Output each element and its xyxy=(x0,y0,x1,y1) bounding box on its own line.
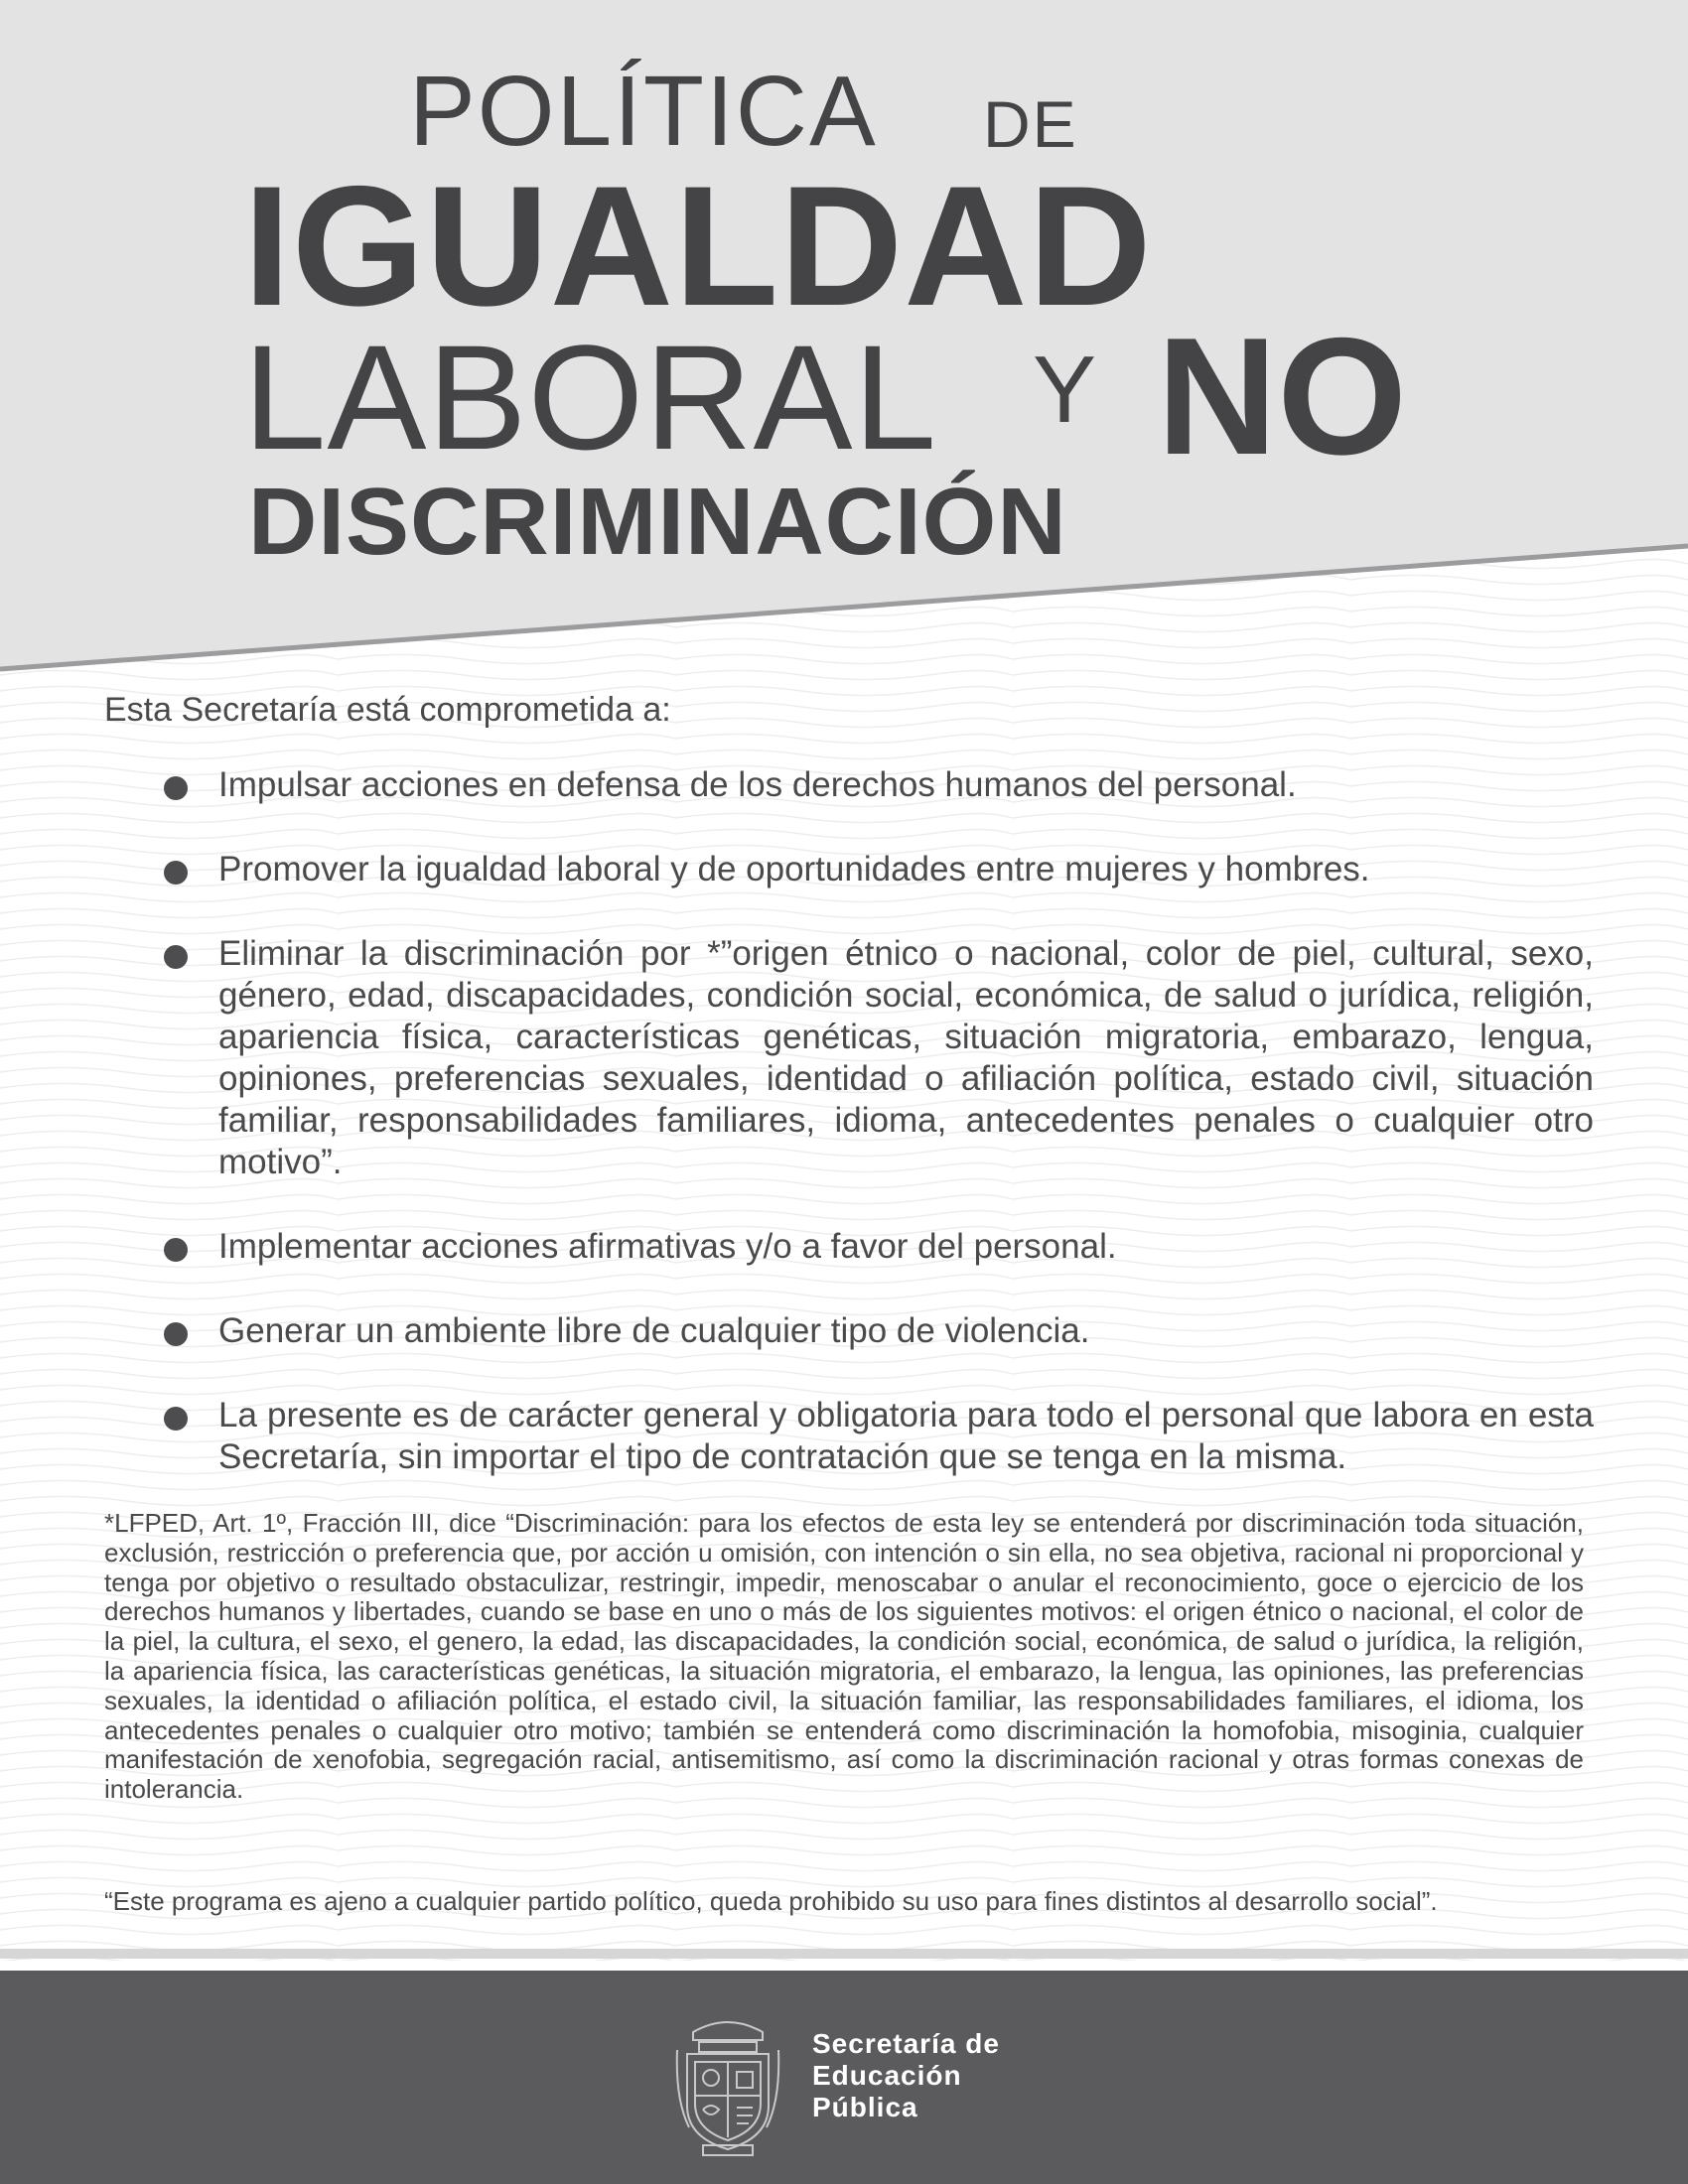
intro-text: Esta Secretaría está comprometida a: xyxy=(104,691,671,729)
bullet-icon xyxy=(164,861,188,885)
list-item xyxy=(164,1226,1594,1268)
org-name-line: Educación xyxy=(812,2060,962,2091)
state-coat-of-arms-icon xyxy=(673,2010,782,2159)
list-item-text: La presente es de carácter general y obligatoria para todo el personal que labora en esta Secretaría, sin importar el tipo de contratación que se tenga en la misma. xyxy=(218,1396,1594,1476)
title-y: Y xyxy=(1033,337,1097,443)
organization-name xyxy=(812,2028,1000,2123)
bullet-icon xyxy=(164,1238,188,1262)
title-igualdad: IGUALDAD xyxy=(243,151,1153,341)
list-item-text: Generar un ambiente libre de cualquier tipo de violencia. xyxy=(218,1311,1090,1350)
bullet-icon xyxy=(164,945,188,969)
list-item xyxy=(164,849,1594,890)
bullet-icon xyxy=(164,776,188,800)
legal-footnote: *LFPED, Art. 1º, Fracción III, dice “Discriminación: para los efectos de esta ley se entenderá por discriminación toda situación, exclusión, restricción o preferencia que, por acción u omisión, con intención o sin ella, no sea objetiva, racional ni proporcional y tenga por objetivo o resultado obstaculizar, restringir, impedir, menoscabar o anular el reconocimiento, goce o ejercicio de los derechos humanos y libertades, cuando se base en uno o más de los siguientes motivos: el origen étnico o nacional, el color de la piel, la cultura, el sexo, el genero, la edad, las discapacidades, la condición social, económica, de salud o jurídica, la religión, la apariencia física, las características genéticas, la situación migratoria, el embarazo, la lengua, las opiniones, las preferencias sexuales, la identidad o afiliación política, el estado civil, la situación familiar, las responsabilidades familiares, el idioma, los antecedentes penales o cualquier otro motivo; también se entenderá como discriminación la homofobia, misoginia, cualquier manifestación de xenofobia, segregación racial, antisemitismo, así como la discriminación racional y otras formas conexas de intolerancia. xyxy=(104,1508,1584,1805)
commitments-list xyxy=(164,764,1594,1521)
list-item xyxy=(164,1310,1594,1352)
list-item xyxy=(164,933,1594,1183)
title-discriminacion: DISCRIMINACIÓN xyxy=(248,469,1067,575)
org-name-line: Pública xyxy=(812,2092,918,2122)
program-disclaimer: “Este programa es ajeno a cualquier partido político, queda prohibido su uso para fines distintos al desarrollo social”. xyxy=(104,1886,1438,1916)
org-name-line: Secretaría de xyxy=(812,2028,1000,2059)
list-item xyxy=(164,764,1594,806)
bullet-icon xyxy=(164,1322,188,1346)
list-item-text: Promover la igualdad laboral y de oportunidades entre mujeres y hombres. xyxy=(218,850,1370,888)
title-no: NO xyxy=(1157,303,1407,489)
list-item-text: Eliminar la discriminación por *”origen étnico o nacional, color de piel, cultural, sexo, género, edad, discapacidades, condición social, económica, de salud o jurídica, religión, apariencia física, características genéticas, situación migratoria, embarazo, lengua, opiniones, preferencias sexuales, identidad o afiliación política, estado civil, situación familiar, responsabilidades familiares, idioma, antecedentes penales o cualquier otro motivo”. xyxy=(218,934,1594,1181)
list-item xyxy=(164,1395,1594,1478)
footer xyxy=(0,1971,1688,2184)
footer-divider xyxy=(0,1949,1688,1959)
bullet-icon xyxy=(164,1407,188,1431)
title-politica: POLÍTICA xyxy=(409,56,878,167)
list-item-text: Implementar acciones afirmativas y/o a favor del personal. xyxy=(218,1227,1117,1266)
title-laboral: LABORAL xyxy=(243,314,937,480)
title-de: DE xyxy=(983,87,1078,161)
list-item-text: Impulsar acciones en defensa de los derechos humanos del personal. xyxy=(218,765,1297,804)
